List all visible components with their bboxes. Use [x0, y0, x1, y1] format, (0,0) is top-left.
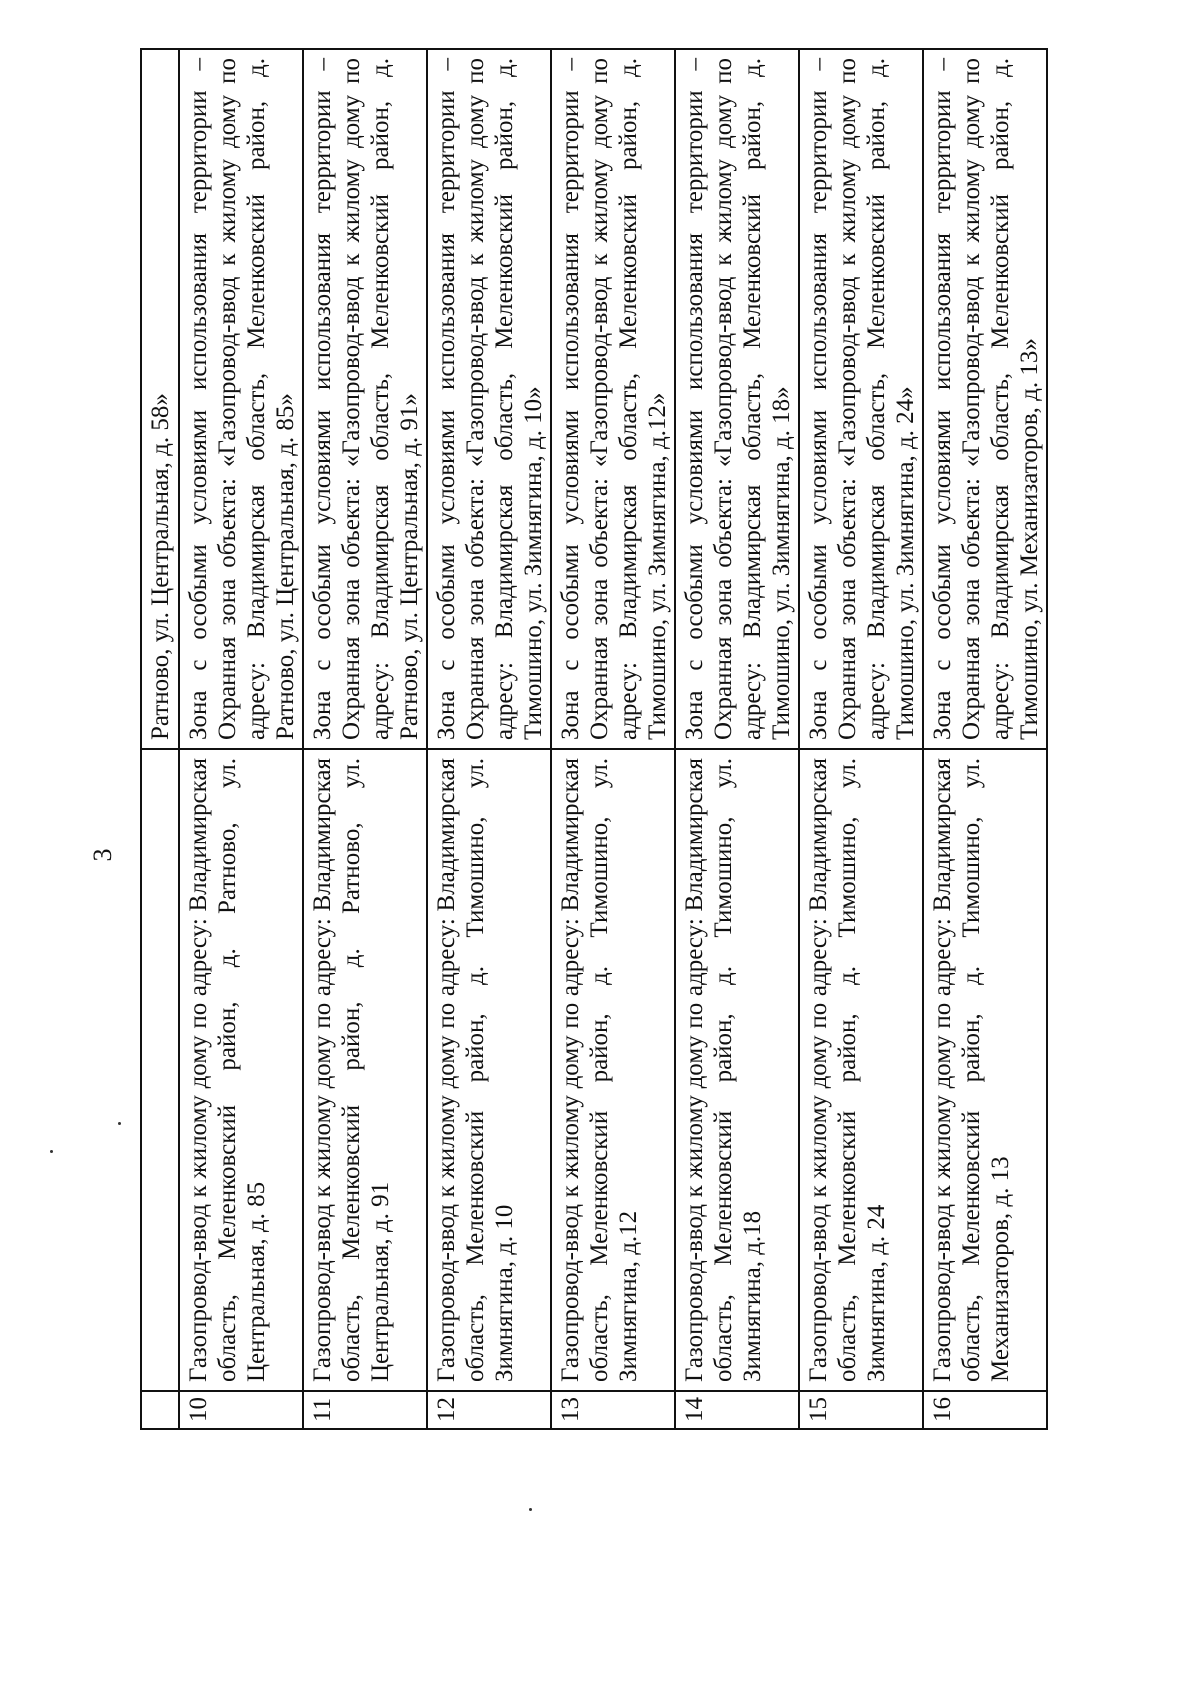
zone-description: Зона с особыми условиями использования территории – Охранная зона объекта: «Газопровод-ввод к жилому дому по адресу: Владимирская область, Меленковский район, д. Тимошино, ул. Зимнягина, д.12»	[551, 49, 675, 749]
zone-description: Зона с особыми условиями использования территории – Охранная зона объекта: «Газопровод-ввод к жилому дому по адресу: Владимирская область, Меленковский район, д. Тимошино, ул. Механизаторов, д. 13»	[923, 49, 1047, 749]
table-row	[923, 49, 1047, 1429]
scan-speck	[118, 1122, 121, 1125]
row-number: 15	[799, 1391, 923, 1429]
continuation-cell: Ратново, ул. Центральная, д. 58»	[141, 49, 179, 749]
zones-table	[140, 48, 1048, 1430]
table-row	[675, 49, 799, 1429]
table-row	[303, 49, 427, 1429]
zone-description: Зона с особыми условиями использования территории – Охранная зона объекта: «Газопровод-ввод к жилому дому по адресу: Владимирская область, Меленковский район, д. Тимошино, ул. Зимнягина, д. 18»	[675, 49, 799, 749]
scan-speck	[50, 1150, 53, 1153]
table-row	[799, 49, 923, 1429]
object-description: Газопровод-ввод к жилому дому по адресу: Владимирская область, Меленковский район, д. Тимошино, ул. Механизаторов, д. 13	[923, 749, 1047, 1391]
empty-cell	[141, 1391, 179, 1429]
zone-description: Зона с особыми условиями использования территории – Охранная зона объекта: «Газопровод-ввод к жилому дому по адресу: Владимирская область, Меленковский район, д. Тимошино, ул. Зимнягина, д. 10»	[427, 49, 551, 749]
row-number: 11	[303, 1391, 427, 1429]
zone-description: Зона с особыми условиями использования территории – Охранная зона объекта: «Газопровод-ввод к жилому дому по адресу: Владимирская область, Меленковский район, д. Ратново, ул. Центральная, д. 85»	[179, 49, 303, 749]
row-number: 16	[923, 1391, 1047, 1429]
empty-cell	[141, 749, 179, 1391]
rotated-content	[140, 50, 1043, 1430]
rotated-table-frame	[140, 50, 1043, 1430]
table-row	[427, 49, 551, 1429]
row-number: 13	[551, 1391, 675, 1429]
row-number: 10	[179, 1391, 303, 1429]
object-description: Газопровод-ввод к жилому дому по адресу: Владимирская область, Меленковский район, д. Тимошино, ул. Зимнягина, д.12	[551, 749, 675, 1391]
page-number: 3	[88, 848, 117, 862]
continuation-row	[141, 49, 179, 1429]
table-row	[551, 49, 675, 1429]
zone-description: Зона с особыми условиями использования территории – Охранная зона объекта: «Газопровод-ввод к жилому дому по адресу: Владимирская область, Меленковский район, д. Тимошино, ул. Зимнягина, д. 24»	[799, 49, 923, 749]
object-description: Газопровод-ввод к жилому дому по адресу: Владимирская область, Меленковский район, д. Тимошино, ул. Зимнягина, д. 24	[799, 749, 923, 1391]
row-number: 12	[427, 1391, 551, 1429]
row-number: 14	[675, 1391, 799, 1429]
object-description: Газопровод-ввод к жилому дому по адресу: Владимирская область, Меленковский район, д. Тимошино, ул. Зимнягина, д. 10	[427, 749, 551, 1391]
table-row	[179, 49, 303, 1429]
zone-description: Зона с особыми условиями использования территории – Охранная зона объекта: «Газопровод-ввод к жилому дому по адресу: Владимирская область, Меленковский район, д. Ратново, ул. Центральная, д. 91»	[303, 49, 427, 749]
object-description: Газопровод-ввод к жилому дому по адресу: Владимирская область, Меленковский район, д. Ратново, ул. Центральная, д. 85	[179, 749, 303, 1391]
object-description: Газопровод-ввод к жилому дому по адресу: Владимирская область, Меленковский район, д. Тимошино, ул. Зимнягина, д.18	[675, 749, 799, 1391]
scan-speck	[529, 1508, 532, 1511]
object-description: Газопровод-ввод к жилому дому по адресу: Владимирская область, Меленковский район, д. Ратново, ул. Центральная, д. 91	[303, 749, 427, 1391]
